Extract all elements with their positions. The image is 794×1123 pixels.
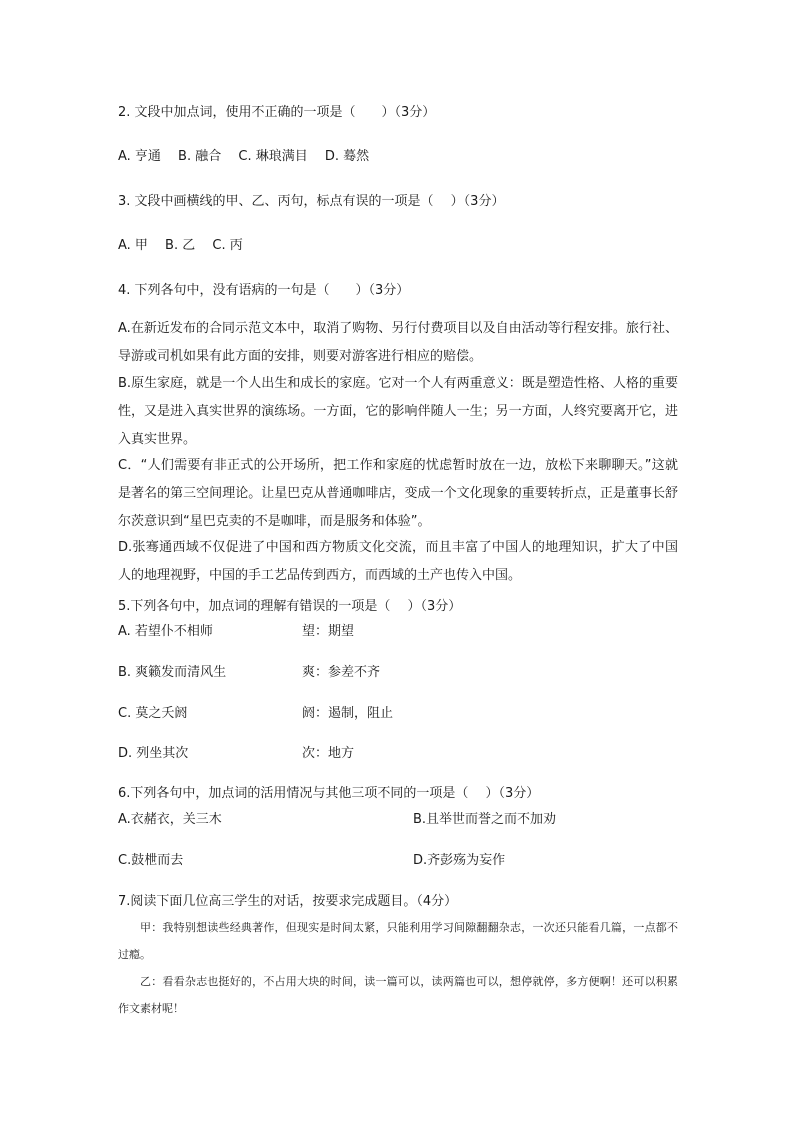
question-6-stem: 6.下列各句中，加点词的活用情况与其他三项不同的一项是（ ）（3分） xyxy=(118,786,540,801)
question-2-options: A. 亨通 B. 融合 C. 琳琅满目 D. 蓦然 xyxy=(118,149,370,164)
q5-a-sentence: A. 若望仆不相师 xyxy=(118,624,213,639)
q5-a-meaning: 望：期望 xyxy=(302,624,355,639)
question-7-dialog-jia: 甲：我特别想读些经典著作，但现实是时间太紧，只能利用学习间隙翻翻杂志，一次还只能看几篇，一点都不过瘾。 xyxy=(118,921,678,961)
question-5-stem: 5.下列各句中，加点词的理解有错误的一项是（ ）（3分） xyxy=(118,599,462,614)
question-4-option-b: B.原生家庭，就是一个人出生和成长的家庭。它对一个人有两重意义：既是塑造性格、人格的重要性，又是进入真实世界的演练场。一方面，它的影响伴随人一生；另一方面，人终究要离开它，进入真实世界。 xyxy=(118,376,678,447)
q6-option-c: C.鼓枻而去 xyxy=(118,853,184,868)
question-4-option-c: C．“人们需要有非正式的公开场所，把工作和家庭的忧虑暂时放在一边，放松下来聊聊天。”这就是著名的第三空间理论。让星巴克从普通咖啡店，变成一个文化现象的重要转折点，正是董事长舒尔茨意识到“星巴克卖的不是咖啡，而是服务和体验”。 xyxy=(118,458,678,529)
question-3-stem: 3. 文段中画横线的甲、乙、丙句，标点有误的一项是（ ）（3分） xyxy=(118,194,505,209)
question-3-options: A. 甲 B. 乙 C. 丙 xyxy=(118,238,243,253)
q5-d-meaning: 次：地方 xyxy=(302,746,355,761)
question-4-option-d: D.张骞通西域不仅促进了中国和西方物质文化交流，而且丰富了中国人的地理知识，扩大了中国人的地理视野，中国的手工艺品传到西方，而西域的土产也传入中国。 xyxy=(118,540,678,583)
question-4-stem: 4. 下列各句中，没有语病的一句是（ ）（3分） xyxy=(118,283,410,298)
q6-option-b: B.且举世而誉之而不加劝 xyxy=(413,812,557,827)
q5-b-meaning: 爽：参差不齐 xyxy=(302,665,381,680)
q5-b-sentence: B. 爽籁发而清风生 xyxy=(118,665,227,680)
q6-option-a: A.衣赭衣，关三木 xyxy=(118,812,222,827)
question-7-dialog-yi: 乙：看看杂志也挺好的，不占用大块的时间，读一篇可以，读两篇也可以，想停就停，多方便啊！还可以积累作文素材呢！ xyxy=(118,975,678,1015)
q5-c-meaning: 阏：遏制，阻止 xyxy=(302,706,394,721)
q5-c-sentence: C. 莫之夭阏 xyxy=(118,706,188,721)
question-7-stem: 7.阅读下面几位高三学生的对话，按要求完成题目。（4分） xyxy=(118,894,458,909)
q6-option-d: D.齐彭殇为妄作 xyxy=(413,853,506,868)
question-4-option-a: A.在新近发布的合同示范文本中，取消了购物、另行付费项目以及自由活动等行程安排。旅行社、导游或司机如果有此方面的安排，则要对游客进行相应的赔偿。 xyxy=(118,321,678,364)
q5-d-sentence: D. 列坐其次 xyxy=(118,746,189,761)
question-2-stem: 2. 文段中加点词，使用不正确的一项是（ ）（3分） xyxy=(118,105,436,120)
